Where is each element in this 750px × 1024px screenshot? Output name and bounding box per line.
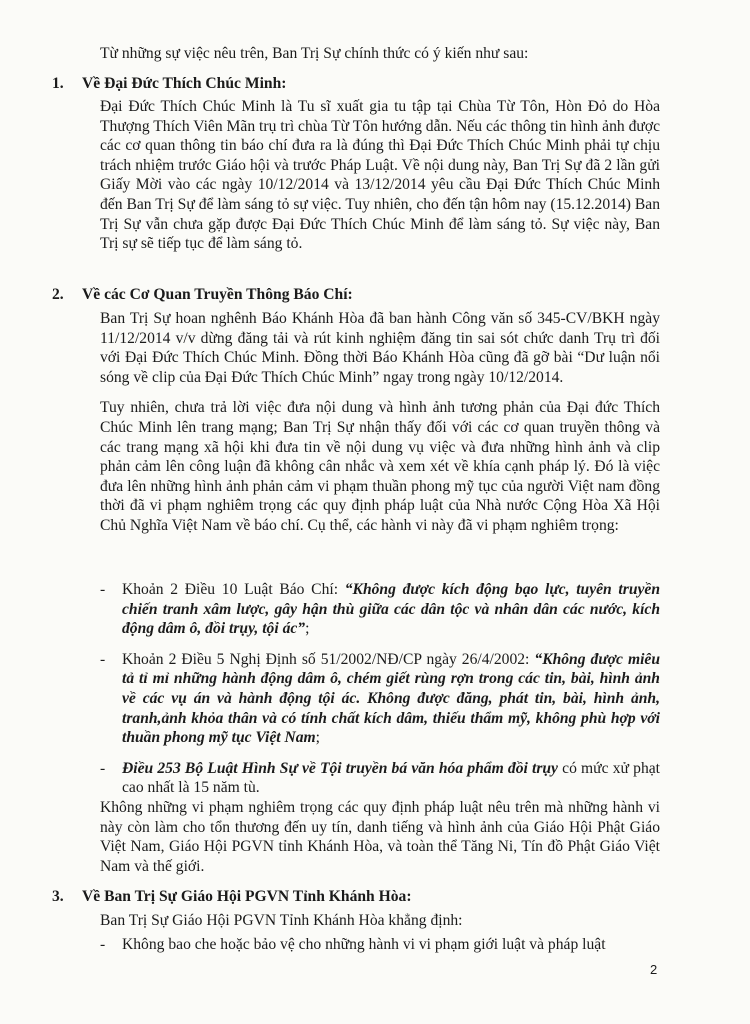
bullet-dash: - [100,935,106,953]
section-number: 1. [52,75,64,92]
page-number: 2 [650,962,658,977]
list-item [100,580,660,639]
list-item [100,650,660,748]
bullet-quote: “Không được miêu tả tỉ mỉ những hành động dâm ô, chém giết rùng rợn trong các tin, bài, hình ảnh về các vụ án và hành động tội ác. Không được đăng, phát tin, bài, hình ảnh, tranh,ảnh khỏa thân và có tính chất kích dâm, thiếu thẩm mỹ, không phù hợp với thuần phong mỹ tục Việt Nam [122,650,661,747]
bullet-tail: ; [305,620,310,638]
bullet-tail: có mức xử phạt cao nhất là 15 năm tù. [122,759,660,797]
intro-text: Từ những sự việc nêu trên, Ban Trị Sự chính thức có ý kiến như sau: [100,45,529,62]
bullet-dash: - [100,650,106,668]
bullet-dash: - [100,759,106,777]
list-item [100,935,660,955]
section-title: Về Ban Trị Sự Giáo Hội PGVN Tỉnh Khánh Hòa: [82,888,412,905]
section-2-heading [52,285,353,305]
bullet-text: Không bao che hoặc bảo vệ cho những hành vi vi phạm giới luật và pháp luật [122,935,606,953]
legal-violations-list [100,580,660,809]
section-1-paragraph: Đại Đức Thích Chúc Minh là Tu sĩ xuất gia tu tập tại Chùa Từ Tôn, Hòn Đỏ do Hòa Thượng Thích Viên Mãn trụ trì chùa Từ Tôn hướng dẫn. Nếu các thông tin hình ảnh được các cơ quan thông tin báo chí đưa ra là đúng thì Đại Đức Thích Chúc Minh phải tự chịu trách nhiệm trước Giáo hội và trước Pháp Luật. Về nội dung này, Ban Trị Sự đã 2 lần gửi Giấy Mời vào các ngày 10/12/2014 và 13/12/2014 yêu cầu Đại Đức Thích Chúc Minh đến Ban Trị Sự để làm sáng tỏ sự việc. Tuy nhiên, cho đến tận hôm nay (15.12.2014) Ban Trị Sự vẫn chưa gặp được Đại Đức Thích Chúc Minh để làm sáng tỏ. Sự việc này, Ban Trị sự sẽ tiếp tục để làm sáng tỏ. [100,98,660,253]
section-number: 3. [52,888,64,905]
section-2-conclusion [100,798,660,876]
section-2-paragraph-3: Không những vi phạm nghiêm trọng các quy định pháp luật nêu trên mà những hành vi này còn làm cho tổn thương đến uy tín, danh tiếng và hình ảnh của Giáo Hội Phật Giáo Việt Nam, Giáo Hội PGVN tỉnh Khánh Hòa, và toàn thể Tăng Ni, Tín đồ Phật Giáo Việt Nam và thế giới. [100,799,660,875]
section-title: Về Đại Đức Thích Chúc Minh: [82,75,287,92]
section-2-body [100,309,660,536]
section-1-heading [52,74,286,94]
section-3-heading [52,887,412,907]
section-3-body [100,911,660,954]
bullet-quote: Điều 253 Bộ Luật Hình Sự về Tội truyền bá văn hóa phẩm đồi trụy [122,759,558,777]
bullet-tail: ; [315,729,321,747]
bullet-text: Khoản 2 Điều 10 Luật Báo Chí: [122,581,345,598]
bullet-quote: “Không được kích động bạo lực, tuyên truyền chiến tranh xâm lược, gây hận thù giữa các dân tộc và nhân dân các nước, kích động dâm ô, đồi trụy, tội ác” [122,581,661,638]
bullet-dash: - [100,581,106,598]
section-title: Về các Cơ Quan Truyền Thông Báo Chí: [82,286,353,303]
section-3-paragraph: Ban Trị Sự Giáo Hội PGVN Tỉnh Khánh Hòa khẳng định: [100,912,463,929]
section-2-paragraph-1: Ban Trị Sự hoan nghênh Báo Khánh Hòa đã ban hành Công văn số 345-CV/BKH ngày 11/12/2014 v/v dừng đăng tải và rút kinh nghiệm đăng tin sai sót chức danh Trụ trì đối với Đại Đức Thích Chúc Minh. Đồng thời Báo Khánh Hòa cũng đã gỡ bài “Dư luận nổi sóng về clip của Đại Đức Thích Chúc Minh” ngay trong ngày 10/12/2014. [100,310,660,386]
section-2-paragraph-2: Tuy nhiên, chưa trả lời việc đưa nội dung và hình ảnh tương phản của Đại đức Thích Chúc Minh lên trang mạng; Ban Trị Sự nhận thấy đối với các cơ quan truyền thông và các trang mạng xã hội khi đưa tin về nội dung vụ việc và đưa những hình ảnh và clip phản cảm lên công luận đã không cân nhắc và xem xét về khía cạnh pháp lý. Đó là việc đưa lên những hình ảnh phản cảm vi phạm thuần phong mỹ tục của người Việt nam đồng thời đã vi phạm nghiêm trọng các quy định pháp luật của Nhà nước Cộng Hòa Xã Hội Chủ Nghĩa Việt Nam về báo chí. Cụ thể, các hành vi này đã vi phạm nghiêm trọng: [100,399,660,534]
section-number: 2. [52,286,64,303]
list-item [100,759,660,798]
section-1-body [100,97,660,254]
bullet-text: Khoản 2 Điều 5 Nghị Định số 51/2002/NĐ/CP ngày 26/4/2002: [122,650,535,668]
